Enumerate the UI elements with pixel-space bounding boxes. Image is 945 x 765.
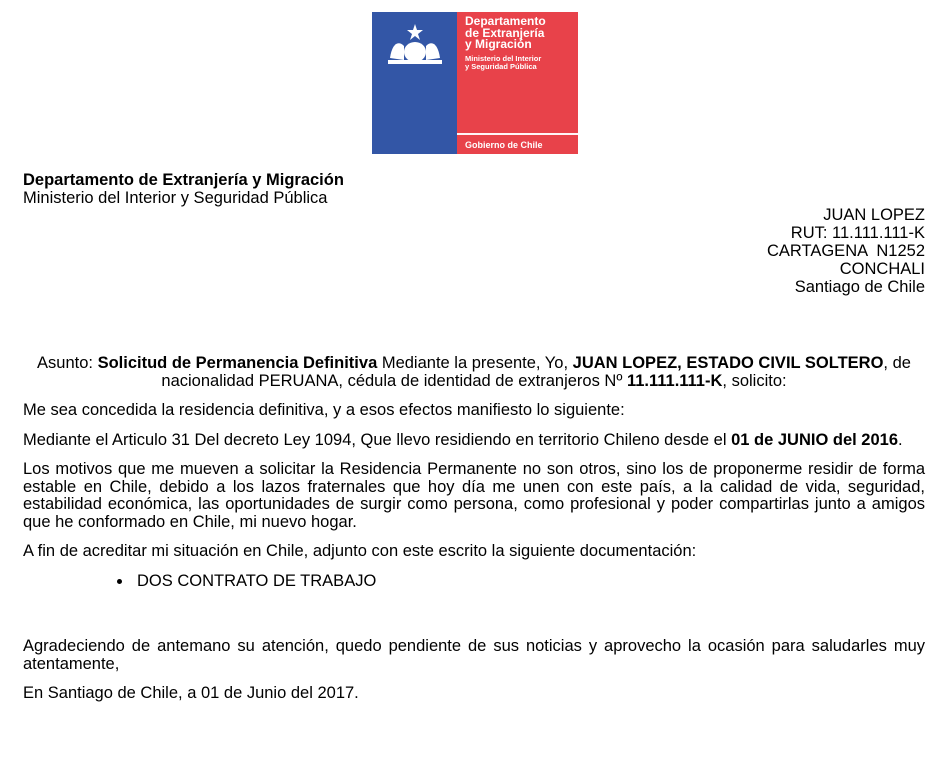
article-text: Mediante el Articulo 31 Del decreto Ley 1094, Que llevo residiendo en territorio Chileno desde el	[23, 430, 732, 449]
sender-name: JUAN LOPEZ	[823, 206, 925, 224]
subject-paragraph	[23, 355, 925, 390]
logo-dept-line: Departamento	[465, 14, 546, 28]
subject-text: Mediante la presente, Yo,	[377, 354, 573, 372]
documents-list	[23, 573, 925, 591]
logo-min-line: Ministerio del Interior	[465, 53, 542, 63]
subject-title: Solicitud de Permanencia Definitiva	[97, 354, 378, 372]
logo-ministry-name	[465, 55, 565, 72]
spacer	[23, 602, 925, 638]
ministry-subtitle: Ministerio del Interior y Seguridad Pública	[23, 189, 328, 207]
request-paragraph: Me sea concedida la residencia definitiva, y a esos efectos manifiesto lo siguiente:	[23, 401, 625, 419]
logo-red-panel	[457, 12, 578, 154]
coat-of-arms-icon	[382, 22, 448, 66]
applicant-name: JUAN LOPEZ, ESTADO CIVIL SOLTERO	[572, 354, 884, 372]
logo-min-line: y Seguridad Pública	[465, 62, 537, 71]
government-logo	[372, 12, 578, 154]
sender-address	[767, 206, 925, 296]
sender-city: Santiago de Chile	[794, 278, 925, 296]
logo-dept-line: y Migración	[465, 37, 532, 51]
logo-divider	[457, 133, 578, 135]
sender-rut: RUT: 11.111.111-K	[790, 224, 925, 242]
subject-text: , solicito:	[722, 371, 787, 390]
motives-paragraph: Los motivos que me mueven a solicitar la Residencia Permanente no son otros, sino los de proponerme residir de forma estable en Chile, debido a los lazos fraternales que hoy día me unen con este país, a la calidad de vida, seguridad, estabilidad económica, las oportunidades de surgir como persona, como profesional y poder compartirlas junto a amigos que he conformado en Chile, mi nuevo hogar.	[23, 460, 925, 531]
department-title: Departamento de Extranjería y Migración	[23, 171, 344, 189]
logo-blue-panel	[372, 12, 457, 154]
subject-label: Asunto:	[37, 354, 98, 372]
subject-text: , de nacionalidad PERUANA, cédula de identidad de extranjeros Nº	[161, 354, 911, 390]
applicant-id: 11.111.111-K	[626, 371, 723, 390]
logo-department-name	[465, 16, 575, 51]
letter-header	[23, 171, 344, 207]
logo-dept-line: de Extranjería	[465, 25, 545, 40]
residence-date: 01 de JUNIO del 2016	[731, 430, 899, 449]
place-date: En Santiago de Chile, a 01 de Junio del 2017.	[23, 684, 359, 702]
closing-paragraph: Agradeciendo de antemano su atención, quedo pendiente de sus noticias y aprovecho la ocasión para saludarles muy atentamente,	[23, 637, 925, 673]
sender-commune: CONCHALI	[839, 260, 925, 278]
article-text: .	[898, 430, 903, 449]
list-item: • DOS CONTRATO DE TRABAJO	[133, 573, 925, 591]
letter-body	[23, 355, 925, 715]
documentation-paragraph: A fin de acreditar mi situación en Chile, adjunto con este escrito la siguiente documentación:	[23, 542, 697, 560]
logo-gobierno: Gobierno de Chile	[465, 140, 543, 150]
article-paragraph	[23, 432, 925, 450]
sender-street: CARTAGENA N1252	[766, 242, 925, 260]
